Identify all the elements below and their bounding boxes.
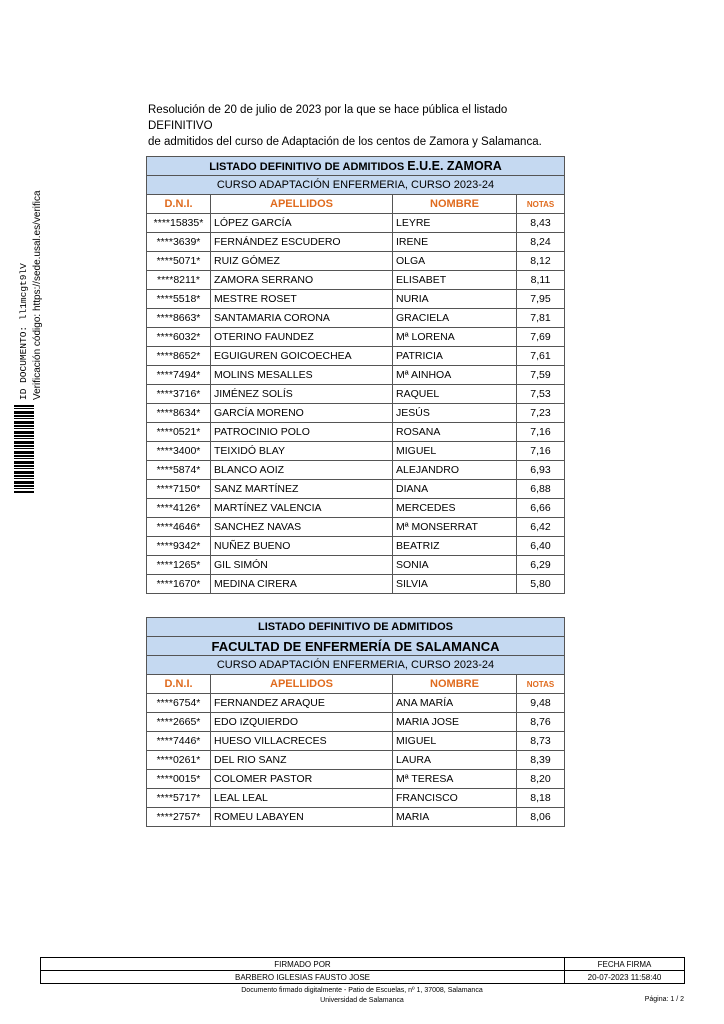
dni-cell: ****6032* [147,328,211,347]
apellidos-cell: ROMEU LABAYEN [211,808,393,827]
nota-cell: 7,69 [517,328,565,347]
signed-by-value: BARBERO IGLESIAS FAUSTO JOSE [41,971,565,984]
nombre-cell: DIANA [393,480,517,499]
table-row [147,385,565,404]
table-row [147,442,565,461]
nota-cell: 8,06 [517,808,565,827]
dni-cell: ****5518* [147,290,211,309]
table-row [147,556,565,575]
zamora-title: LISTADO DEFINITIVO DE ADMITIDOS E.U.E. ZAMORA [147,157,565,176]
signature-box [40,957,685,984]
apellidos-cell: GARCÍA MORENO [211,404,393,423]
apellidos-cell: EGUIGUREN GOICOECHEA [211,347,393,366]
apellidos-cell: RUIZ GÓMEZ [211,252,393,271]
nombre-cell: IRENE [393,233,517,252]
nombre-cell: PATRICIA [393,347,517,366]
zamora-table [146,156,565,594]
apellidos-cell: GIL SIMÓN [211,556,393,575]
nota-cell: 6,40 [517,537,565,556]
dni-cell: ****4646* [147,518,211,537]
nota-cell: 8,20 [517,770,565,789]
nota-cell: 7,95 [517,290,565,309]
sign-date-value: 20-07-2023 11:58:40 [565,971,685,984]
salamanca-title: LISTADO DEFINITIVO DE ADMITIDOS [147,618,565,637]
dni-cell: ****0261* [147,751,211,770]
col-notas: NOTAS [517,195,565,214]
nota-cell: 8,12 [517,252,565,271]
nota-cell: 5,80 [517,575,565,594]
nombre-cell: MIGUEL [393,442,517,461]
table-row [147,233,565,252]
nombre-cell: MARIA JOSE [393,713,517,732]
dni-cell: ****8652* [147,347,211,366]
table-row [147,252,565,271]
col-dni: D.N.I. [147,195,211,214]
apellidos-cell: MEDINA CIRERA [211,575,393,594]
dni-cell: ****2665* [147,713,211,732]
apellidos-cell: LÓPEZ GARCÍA [211,214,393,233]
table-row [147,751,565,770]
dni-cell: ****5874* [147,461,211,480]
table-row [147,328,565,347]
nombre-cell: Mª MONSERRAT [393,518,517,537]
page-number: Página: 1 / 2 [644,996,684,1003]
nota-cell: 6,88 [517,480,565,499]
apellidos-cell: TEIXIDÓ BLAY [211,442,393,461]
nota-cell: 8,18 [517,789,565,808]
nota-cell: 8,39 [517,751,565,770]
nota-cell: 7,59 [517,366,565,385]
nota-cell: 7,23 [517,404,565,423]
nombre-cell: FRANCISCO [393,789,517,808]
dni-cell: ****7446* [147,732,211,751]
table-row [147,347,565,366]
nota-cell: 8,24 [517,233,565,252]
table-row [147,499,565,518]
apellidos-cell: FERNANDEZ ARAQUE [211,694,393,713]
document-id: ID DOCUMENTO: ll1mcgt9lV [18,263,29,400]
nombre-cell: NURIA [393,290,517,309]
nota-cell: 7,16 [517,423,565,442]
nota-cell: 9,48 [517,694,565,713]
apellidos-cell: MESTRE ROSET [211,290,393,309]
zamora-subtitle: CURSO ADAPTACIÓN ENFERMERIA, CURSO 2023-24 [147,176,565,195]
nombre-cell: ROSANA [393,423,517,442]
salamanca-title-big: FACULTAD DE ENFERMERÍA DE SALAMANCA [147,637,565,656]
nombre-cell: RAQUEL [393,385,517,404]
nombre-cell: GRACIELA [393,309,517,328]
apellidos-cell: SANCHEZ NAVAS [211,518,393,537]
dni-cell: ****8211* [147,271,211,290]
dni-cell: ****8634* [147,404,211,423]
table-row [147,423,565,442]
dni-cell: ****7150* [147,480,211,499]
nombre-cell: Mª LORENA [393,328,517,347]
nombre-cell: OLGA [393,252,517,271]
table-row [147,770,565,789]
nombre-cell: ANA MARÍA [393,694,517,713]
salamanca-table [146,617,565,827]
col-notas: NOTAS [517,675,565,694]
nota-cell: 7,16 [517,442,565,461]
table-row [147,575,565,594]
nombre-cell: ELISABET [393,271,517,290]
dni-cell: ****0521* [147,423,211,442]
dni-cell: ****3400* [147,442,211,461]
nota-cell: 6,42 [517,518,565,537]
apellidos-cell: BLANCO AOIZ [211,461,393,480]
table-row [147,214,565,233]
table-row [147,713,565,732]
nombre-cell: MERCEDES [393,499,517,518]
dni-cell: ****1265* [147,556,211,575]
table-row [147,461,565,480]
dni-cell: ****8663* [147,309,211,328]
table-row [147,290,565,309]
apellidos-cell: OTERINO FAUNDEZ [211,328,393,347]
apellidos-cell: SANTAMARIA CORONA [211,309,393,328]
barcode [14,405,34,493]
apellidos-cell: LEAL LEAL [211,789,393,808]
nota-cell: 8,76 [517,713,565,732]
resolution-text: Resolución de 20 de julio de 2023 por la que se hace pública el listado DEFINITIVO de admitidos del curso de Adaptación de los centos de Zamora y Salamanca. [148,104,542,148]
dni-cell: ****3716* [147,385,211,404]
dni-cell: ****7494* [147,366,211,385]
dni-cell: ****5071* [147,252,211,271]
nombre-cell: SILVIA [393,575,517,594]
apellidos-cell: EDO IZQUIERDO [211,713,393,732]
nombre-cell: LEYRE [393,214,517,233]
nota-cell: 7,53 [517,385,565,404]
dni-cell: ****0015* [147,770,211,789]
nombre-cell: MIGUEL [393,732,517,751]
col-apellidos: APELLIDOS [211,195,393,214]
salamanca-subtitle: CURSO ADAPTACIÓN ENFERMERIA, CURSO 2023-24 [147,656,565,675]
nota-cell: 7,81 [517,309,565,328]
table-row [147,732,565,751]
nota-cell: 7,61 [517,347,565,366]
dni-cell: ****3639* [147,233,211,252]
apellidos-cell: JIMÉNEZ SOLÍS [211,385,393,404]
table-row [147,404,565,423]
apellidos-cell: PATROCINIO POLO [211,423,393,442]
sign-date-label: FECHA FIRMA [565,958,685,971]
verification-link[interactable]: Verificación código: https://sede.usal.es/verifica [32,190,43,400]
dni-cell: ****5717* [147,789,211,808]
nombre-cell: LAURA [393,751,517,770]
nombre-cell: Mª TERESA [393,770,517,789]
dni-cell: ****4126* [147,499,211,518]
footer-address: Documento firmado digitalmente - Patio de Escuelas, nº 1, 37008, Salamanca [241,987,483,994]
dni-cell: ****9342* [147,537,211,556]
table-row [147,480,565,499]
apellidos-cell: COLOMER PASTOR [211,770,393,789]
apellidos-cell: FERNÁNDEZ ESCUDERO [211,233,393,252]
apellidos-cell: DEL RIO SANZ [211,751,393,770]
col-nombre: NOMBRE [393,195,517,214]
table-row [147,808,565,827]
apellidos-cell: HUESO VILLACRECES [211,732,393,751]
nombre-cell: ALEJANDRO [393,461,517,480]
apellidos-cell: MOLINS MESALLES [211,366,393,385]
table-row [147,518,565,537]
apellidos-cell: MARTÍNEZ VALENCIA [211,499,393,518]
nombre-cell: Mª AINHOA [393,366,517,385]
col-nombre: NOMBRE [393,675,517,694]
table-row [147,537,565,556]
nota-cell: 8,43 [517,214,565,233]
dni-cell: ****15835* [147,214,211,233]
table-row [147,789,565,808]
nombre-cell: BEATRIZ [393,537,517,556]
table-row [147,309,565,328]
apellidos-cell: SANZ MARTÍNEZ [211,480,393,499]
table-row [147,366,565,385]
nota-cell: 8,73 [517,732,565,751]
dni-cell: ****1670* [147,575,211,594]
nota-cell: 6,66 [517,499,565,518]
nota-cell: 8,11 [517,271,565,290]
nota-cell: 6,93 [517,461,565,480]
nota-cell: 6,29 [517,556,565,575]
apellidos-cell: NUÑEZ BUENO [211,537,393,556]
dni-cell: ****2757* [147,808,211,827]
dni-cell: ****6754* [147,694,211,713]
table-row [147,694,565,713]
footer-university: Universidad de Salamanca [320,997,404,1004]
signed-by-label: FIRMADO POR [41,958,565,971]
nombre-cell: SONIA [393,556,517,575]
table-row [147,271,565,290]
col-apellidos: APELLIDOS [211,675,393,694]
nombre-cell: MARIA [393,808,517,827]
col-dni: D.N.I. [147,675,211,694]
nombre-cell: JESÚS [393,404,517,423]
apellidos-cell: ZAMORA SERRANO [211,271,393,290]
